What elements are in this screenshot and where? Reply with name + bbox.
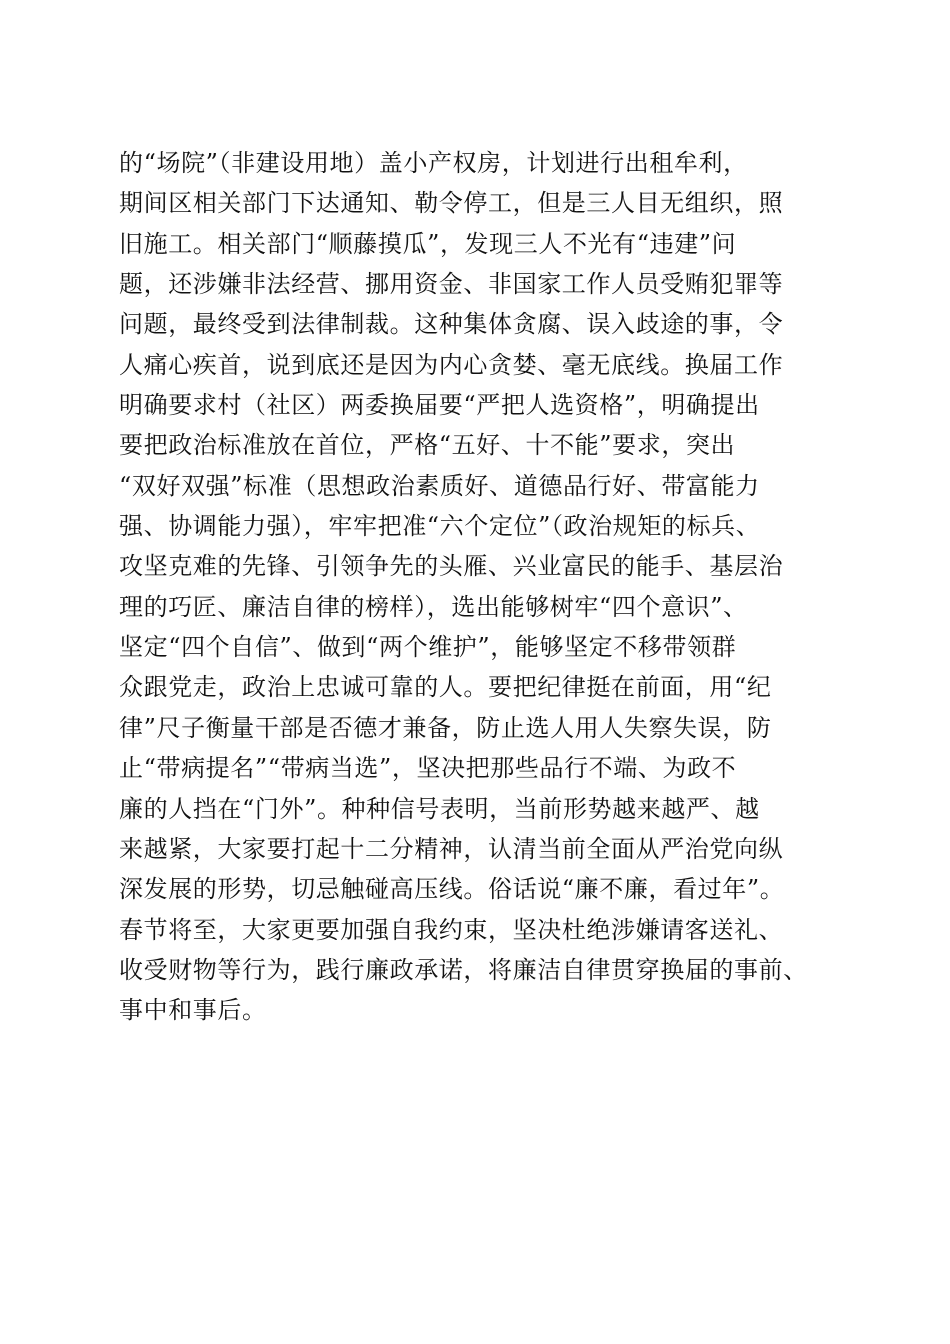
- text-line: 止“带病提名”“带病当选”，坚决把那些品行不端、为政不: [119, 754, 737, 783]
- text-line: 律”尺子衡量干部是否德才兼备，防止选人用人失察失误，防: [119, 713, 772, 742]
- text-line: 廉的人挡在“门外”。种种信号表明，当前形势越来越严、越: [119, 794, 760, 823]
- text-line: 期间区相关部门下达通知、勒令停工，但是三人目无组织，照: [119, 189, 784, 218]
- text-line: 深发展的形势，切忌触碰高压线。俗话说“廉不廉，看过年”。: [119, 875, 785, 904]
- text-line: 人痛心疾首，说到底还是因为内心贪婪、毫无底线。换届工作: [119, 350, 784, 379]
- text-line: 春节将至，大家更要加强自我约束，坚决杜绝涉嫌请客送礼、: [119, 915, 784, 944]
- text-line: 众跟党走，政治上忠诚可靠的人。要把纪律挺在前面，用“纪: [119, 673, 772, 702]
- text-line: 明确要求村（社区）两委换届要“严把人选资格”，明确提出: [119, 391, 760, 420]
- text-line: 问题，最终受到法律制裁。这种集体贪腐、误入歧途的事，令: [119, 310, 784, 339]
- body-paragraph: [119, 143, 879, 1031]
- text-line: 题，还涉嫌非法经营、挪用资金、非国家工作人员受贿犯罪等: [119, 270, 784, 299]
- text-line: “双好双强”标准（思想政治素质好、道德品行好、带富能力: [119, 471, 760, 500]
- text-line: 要把政治标准放在首位，严格“五好、十不能”要求，突出: [119, 431, 736, 460]
- text-line: 事中和事后。: [119, 996, 267, 1025]
- text-line: 理的巧匠、廉洁自律的榜样），选出能够树牢“四个意识”、: [119, 592, 748, 621]
- text-line: 旧施工。相关部门“顺藤摸瓜”，发现三人不光有“违建”问: [119, 229, 737, 258]
- text-line: 的“场院”（非建设用地）盖小产权房，计划进行出租牟利，: [119, 149, 748, 177]
- text-line: 强、协调能力强），牢牢把准“六个定位”（政治规矩的标兵、: [119, 512, 761, 541]
- text-line: 收受财物等行为，践行廉政承诺，将廉洁自律贯穿换届的事前、: [119, 955, 808, 984]
- text-line: 坚定“四个自信”、做到“两个维护”，能够坚定不移带领群: [119, 633, 737, 662]
- text-line: 攻坚克难的先锋、引领争先的头雁、兴业富民的能手、基层治: [119, 552, 784, 581]
- text-line: 来越紧，大家要打起十二分精神，认清当前全面从严治党向纵: [119, 834, 784, 863]
